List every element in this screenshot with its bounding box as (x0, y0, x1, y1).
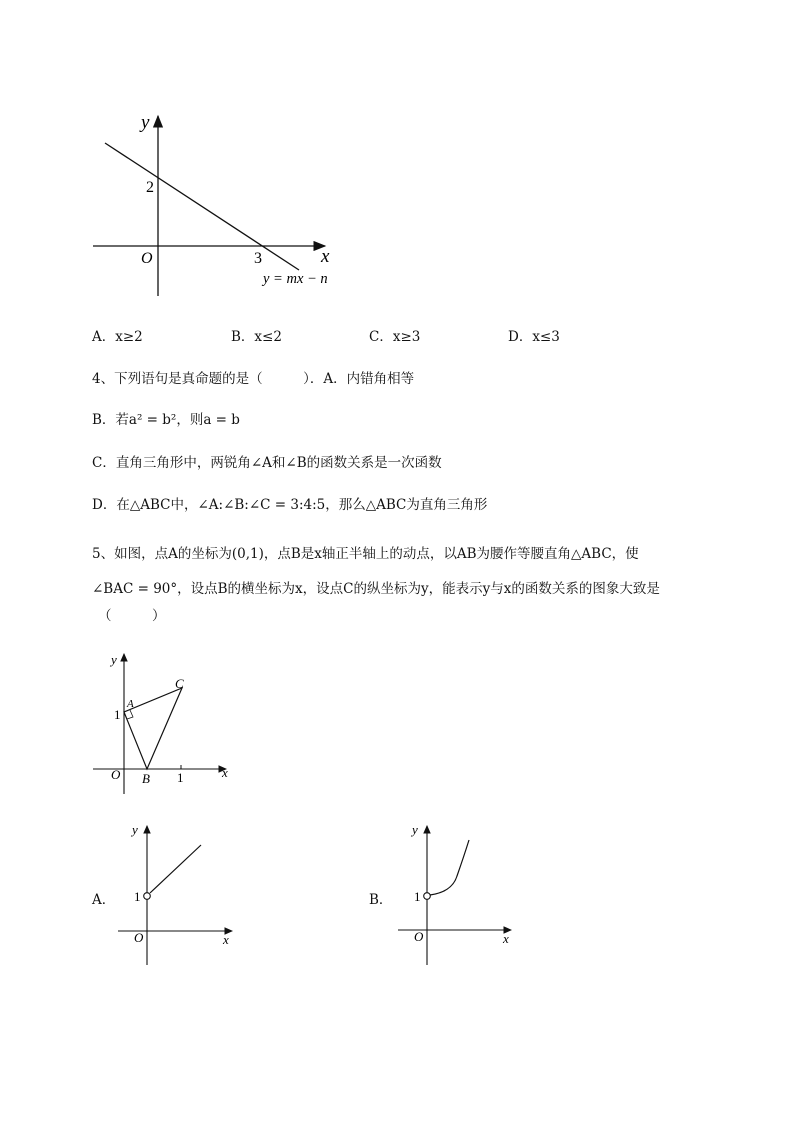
x-axis-label: x (503, 931, 509, 946)
q4-stem: 4、下列语句是真命题的是（ ）．A．内错角相等 (92, 371, 415, 387)
point-a-label: A (127, 698, 134, 710)
right-angle-mark (127, 710, 133, 719)
q3-option-b: B．x≤2 (231, 329, 282, 345)
x-axis-label: x (222, 765, 228, 780)
figure-linear-function (85, 110, 345, 305)
q5-line-2: ∠BAC = 90°，设点B的横坐标为x，设点C的纵坐标为y，能表示y与x的函数关系的图象大致是 (92, 581, 660, 597)
graph-curve (430, 840, 469, 895)
option-a-graph (112, 818, 242, 968)
y-axis-label: y (132, 822, 138, 837)
origin-label: O (111, 767, 121, 782)
open-point (144, 893, 151, 900)
x-axis-label: x (223, 932, 229, 947)
q5-line-1: 5、如图，点A的坐标为(0,1)，点B是x轴正半轴上的动点，以AB为腰作等腰直角△ABC，使 (92, 546, 639, 562)
origin-label: O (134, 930, 144, 945)
open-point (424, 893, 431, 900)
option-b-graph (392, 818, 522, 968)
point-b-label: B (142, 771, 150, 786)
point-c-label: C (175, 676, 184, 691)
y-axis-label: y (412, 822, 418, 837)
tick-x-label: 1 (177, 770, 184, 785)
option-b-letter: B． (369, 892, 393, 908)
tick-label: 1 (414, 889, 421, 904)
q3-option-c: C．x≥3 (369, 329, 421, 345)
x-intercept-label: 3 (254, 250, 262, 267)
y-intercept-label: 2 (146, 179, 154, 196)
tick-label: 1 (134, 889, 141, 904)
origin-label: O (141, 250, 153, 267)
x-axis-label: x (321, 246, 330, 267)
q4-option-b: B．若a² = b²，则a = b (92, 412, 240, 428)
line-equation-label: y = mx − n (263, 271, 328, 287)
q3-option-a: A．x≥2 (92, 329, 143, 345)
q3-option-d: D．x≤3 (508, 329, 560, 345)
figure-triangle (90, 648, 240, 798)
option-a-letter: A． (92, 892, 116, 908)
origin-label: O (414, 929, 424, 944)
y-axis-label: y (141, 112, 150, 133)
q4-option-c: C．直角三角形中，两锐角∠A和∠B的函数关系是一次函数 (92, 455, 442, 471)
q5-line-3: （ ） (98, 608, 166, 624)
q4-option-d: D．在△ABC中，∠A:∠B:∠C = 3:4:5，那么△ABC为直角三角形 (92, 497, 488, 513)
function-line (105, 143, 299, 270)
y-axis-label: y (111, 652, 117, 667)
graph-line (150, 845, 201, 893)
tick-y-label: 1 (114, 707, 121, 722)
